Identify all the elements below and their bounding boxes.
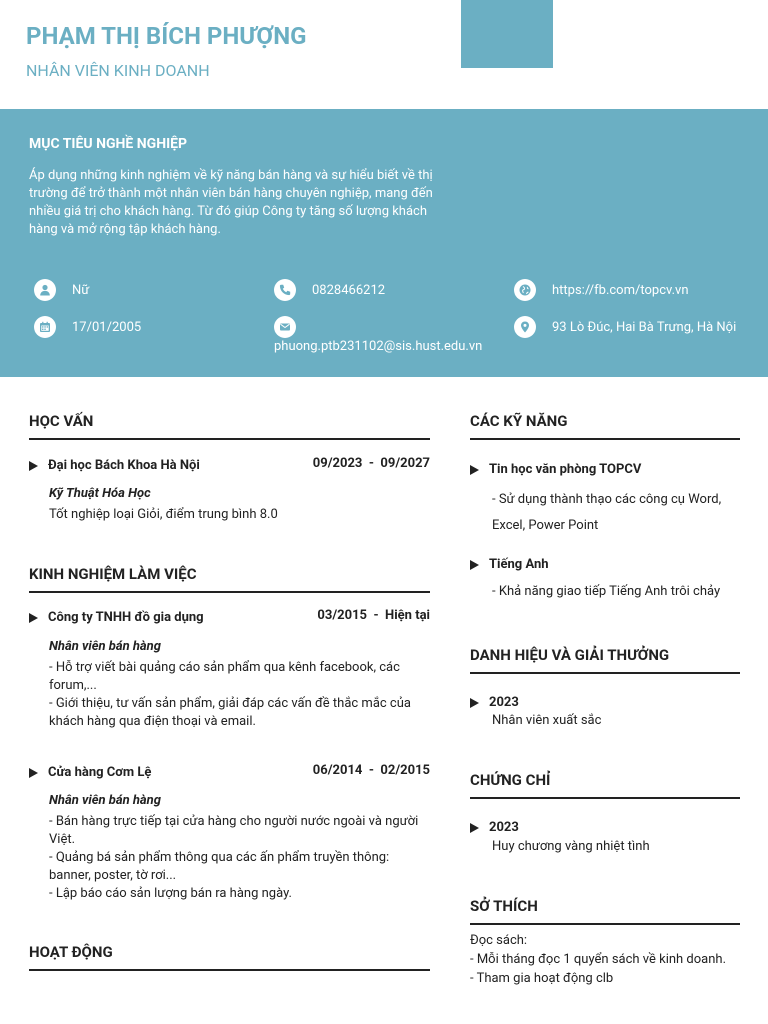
objective-text: Áp dụng những kinh nghiệm về kỹ năng bán hàng và sự hiểu biết về thị trường để trở thành một nhân viên bán hàng chuyên nghiệp, mang đến nhiều giá trị cho khách hàng. Từ đó giúp Công ty tăng số lượng khách hàng và mở rộng tập khách hàng. — [29, 168, 433, 237]
job-position: Nhân viên bán hàng — [49, 639, 161, 654]
job-description-line: - Hỗ trợ viết bài quảng cáo sản phẩm qua kênh facebook, các forum,... — [49, 660, 400, 693]
address-value: 93 Lò Đúc, Hai Bà Trưng, Hà Nội — [552, 319, 737, 335]
hobby-line: Đọc sách: — [470, 933, 528, 948]
activities-title: HOẠT ĐỘNG — [29, 943, 430, 971]
skills-title: CÁC KỸ NĂNG — [470, 412, 740, 440]
bullet-icon — [29, 613, 38, 623]
certificate-year-value: 2023 — [489, 820, 519, 835]
education-dates: 09/2023 - 09/2027 — [312, 456, 430, 471]
profile-photo — [461, 0, 553, 68]
email-value[interactable]: phuong.ptb231102@sis.hust.edu.vn — [274, 339, 483, 354]
hobby-line: - Mỗi tháng đọc 1 quyển sách về kinh doanh. — [470, 952, 727, 967]
award-year — [470, 695, 519, 710]
education-school — [29, 458, 200, 473]
job-description-line: - Lập báo cáo sản lượng bán ra hàng ngày. — [49, 886, 292, 901]
skill-description: - Sử dụng thành thạo các công cụ Word, Excel, Power Point — [492, 492, 722, 533]
education-title: HỌC VẤN — [29, 412, 430, 440]
location-icon — [514, 316, 536, 338]
job-description-line: - Bán hàng trực tiếp tại cửa hàng cho người nước ngoài và người Việt. — [49, 814, 419, 847]
bullet-icon — [470, 560, 479, 570]
certificates-title: CHỨNG CHỈ — [470, 771, 740, 799]
job-description — [49, 813, 419, 903]
job-description-line: - Giới thiệu, tư vấn sản phẩm, giải đáp các vấn đề thắc mắc của khách hàng qua điện thoại và email. — [49, 696, 411, 729]
job-company — [29, 765, 151, 780]
experience-title: KINH NGHIỆM LÀM VIỆC — [29, 565, 430, 593]
candidate-name: PHẠM THỊ BÍCH PHƯỢNG — [26, 22, 307, 50]
bullet-icon — [29, 461, 38, 471]
hobby-line: - Tham gia hoạt động clb — [470, 971, 614, 986]
certificate-year — [470, 820, 519, 835]
calendar-icon — [34, 316, 56, 338]
email-icon — [274, 316, 296, 338]
awards-title: DANH HIỆU VÀ GIẢI THƯỞNG — [470, 646, 740, 674]
contact-dob — [34, 316, 141, 338]
bullet-icon — [470, 698, 479, 708]
contact-website — [514, 279, 689, 301]
job-company — [29, 610, 204, 625]
website-link[interactable]: https://fb.com/topcv.vn — [552, 282, 689, 298]
contact-gender — [34, 279, 89, 301]
education-detail: Tốt nghiệp loại Giỏi, điểm trung bình 8.0 — [49, 507, 278, 522]
contact-phone — [274, 279, 385, 301]
skill-description: - Khả năng giao tiếp Tiếng Anh trôi chảy — [492, 584, 721, 599]
bullet-icon — [29, 768, 38, 778]
job-dates: 03/2015 - Hiện tại — [317, 608, 430, 623]
job-dates: 06/2014 - 02/2015 — [312, 763, 430, 778]
school-name: Đại học Bách Khoa Hà Nội — [48, 458, 200, 473]
bullet-icon — [470, 465, 479, 475]
skill-name: Tiếng Anh — [489, 557, 549, 572]
globe-icon — [514, 279, 536, 301]
award-name: Nhân viên xuất sắc — [492, 713, 602, 728]
candidate-role: NHÂN VIÊN KINH DOANH — [26, 61, 210, 80]
dob-value: 17/01/2005 — [72, 319, 142, 335]
skill-name: Tin học văn phòng TOPCV — [489, 462, 642, 477]
bullet-icon — [470, 823, 479, 833]
job-description-line: - Quảng bá sản phẩm thông qua các ấn phẩm truyền thông: banner, poster, tờ rơi... — [49, 850, 390, 883]
company-name: Cửa hàng Cơm Lệ — [48, 765, 152, 780]
job-description — [49, 659, 434, 731]
certificate-name: Huy chương vàng nhiệt tình — [492, 839, 650, 854]
hobbies-text — [470, 931, 760, 988]
phone-icon — [274, 279, 296, 301]
skill-item — [470, 557, 549, 572]
objective-title: MỤC TIÊU NGHỀ NGHIỆP — [29, 136, 188, 152]
user-icon — [34, 279, 56, 301]
company-name: Công ty TNHH đồ gia dụng — [48, 610, 204, 625]
skill-item — [470, 462, 641, 477]
contact-address — [514, 316, 736, 338]
hobbies-title: SỞ THÍCH — [470, 897, 740, 925]
education-major: Kỹ Thuật Hóa Học — [49, 486, 151, 501]
job-position: Nhân viên bán hàng — [49, 793, 161, 808]
award-year-value: 2023 — [489, 695, 519, 710]
phone-value[interactable]: 0828466212 — [312, 282, 386, 298]
contact-email — [274, 316, 482, 354]
gender-value: Nữ — [72, 282, 90, 298]
